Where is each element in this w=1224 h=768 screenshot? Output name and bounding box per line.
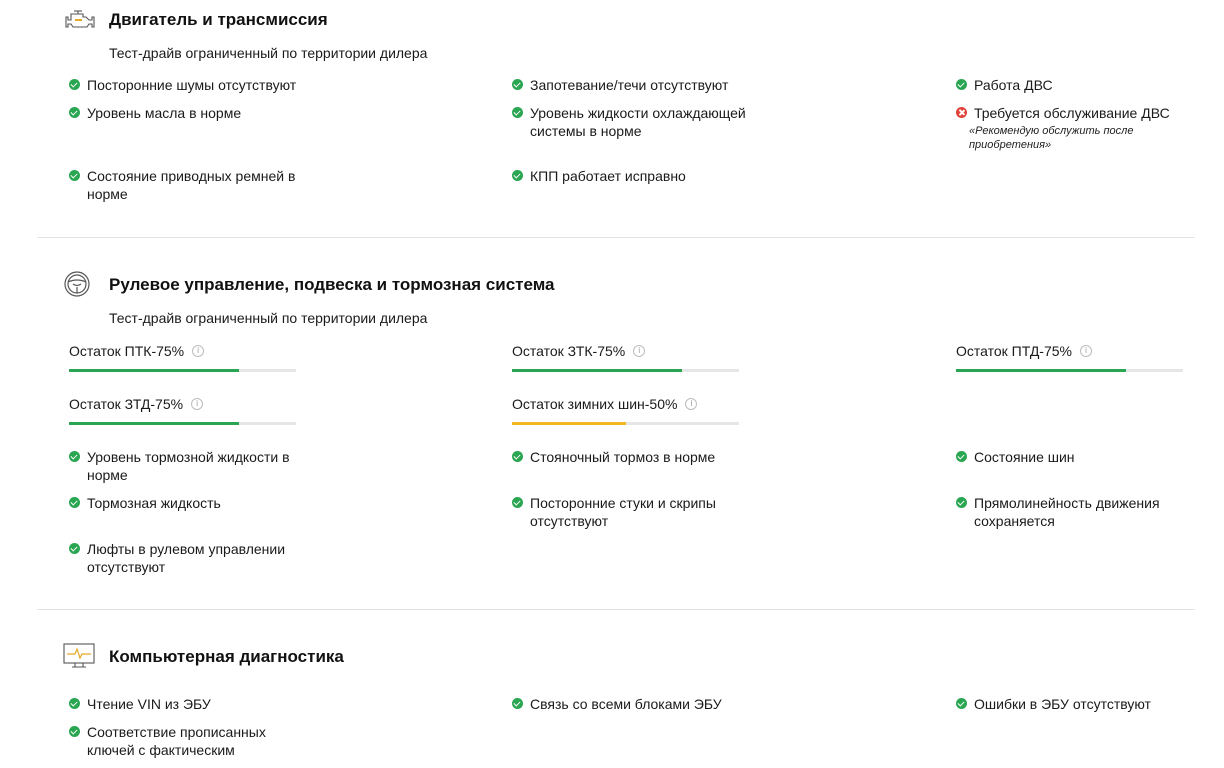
check-ok-icon <box>512 79 523 90</box>
meter-fill <box>69 422 239 425</box>
check-item: Состояние шин <box>956 448 1196 466</box>
info-icon[interactable]: i <box>191 398 203 410</box>
check-item: Работа ДВС <box>956 76 1196 94</box>
check-item: Тормозная жидкость <box>69 494 309 512</box>
meter-fill <box>69 369 239 372</box>
check-item: Посторонние шумы отсутствуют <box>69 76 329 94</box>
steering-wheel-icon <box>63 270 91 303</box>
check-item: КПП работает исправно <box>512 167 772 185</box>
check-ok-icon <box>69 170 80 181</box>
steering-section-subtitle: Тест-драйв ограниченный по территории дилера <box>109 310 428 326</box>
check-ok-icon <box>512 497 523 508</box>
service-note: «Рекомендую обслужить после приобретения» <box>969 125 1134 151</box>
check-ok-icon <box>69 698 80 709</box>
check-ok-icon <box>69 543 80 554</box>
engine-icon <box>62 8 96 37</box>
meter-fill <box>512 422 626 425</box>
check-ok-icon <box>956 451 967 462</box>
check-fail-icon <box>956 107 967 118</box>
meter-fill <box>512 369 682 372</box>
check-ok-icon <box>69 107 80 118</box>
section-divider <box>37 609 1195 610</box>
check-ok-icon <box>956 79 967 90</box>
wear-meter: Остаток зимних шин-50% i <box>512 396 739 425</box>
check-item: Уровень тормозной жидкости в норме <box>69 448 309 484</box>
check-ok-icon <box>69 79 80 90</box>
check-ok-icon <box>69 497 80 508</box>
check-item: Уровень жидкости охлаждающей системы в норме <box>512 104 772 140</box>
check-item: Люфты в рулевом управлении отсутствуют <box>69 540 309 576</box>
check-ok-icon <box>956 497 967 508</box>
check-item: Соответствие прописанных ключей с фактическим <box>69 723 289 759</box>
info-icon[interactable]: i <box>192 345 204 357</box>
check-ok-icon <box>512 451 523 462</box>
engine-section-title: Двигатель и трансмиссия <box>109 10 328 29</box>
info-icon[interactable]: i <box>1080 345 1092 357</box>
info-icon[interactable]: i <box>685 398 697 410</box>
check-item: Стояночный тормоз в норме <box>512 448 772 466</box>
check-ok-icon <box>69 726 80 737</box>
info-icon[interactable]: i <box>633 345 645 357</box>
check-item: Запотевание/течи отсутствуют <box>512 76 772 94</box>
check-ok-icon <box>69 451 80 462</box>
engine-section-subtitle: Тест-драйв ограниченный по территории дилера <box>109 45 428 61</box>
check-ok-icon <box>512 698 523 709</box>
wear-meter: Остаток ПТД-75% i <box>956 343 1183 372</box>
diagnostics-section-title: Компьютерная диагностика <box>109 647 344 666</box>
steering-section-title: Рулевое управление, подвеска и тормозная система <box>109 275 555 294</box>
wear-meter: Остаток ЗТК-75% i <box>512 343 739 372</box>
check-item: Уровень масла в норме <box>69 104 329 122</box>
check-item: Прямолинейность движения сохраняется <box>956 494 1196 530</box>
wear-meter: Остаток ПТК-75% i <box>69 343 296 372</box>
meter-fill <box>956 369 1126 372</box>
check-item: Состояние приводных ремней в норме <box>69 167 309 203</box>
section-divider <box>37 237 1195 238</box>
check-ok-icon <box>512 170 523 181</box>
check-item-warning: Требуется обслуживание ДВС «Рекомендую обслужить после приобретения» <box>956 104 1206 152</box>
check-item: Чтение VIN из ЭБУ <box>69 695 329 713</box>
check-ok-icon <box>512 107 523 118</box>
monitor-pulse-icon <box>62 642 96 675</box>
wear-meter: Остаток ЗТД-75% i <box>69 396 296 425</box>
check-ok-icon <box>956 698 967 709</box>
check-item: Связь со всеми блоками ЭБУ <box>512 695 772 713</box>
check-item: Ошибки в ЭБУ отсутствуют <box>956 695 1196 713</box>
check-item: Посторонние стуки и скрипы отсутствуют <box>512 494 742 530</box>
